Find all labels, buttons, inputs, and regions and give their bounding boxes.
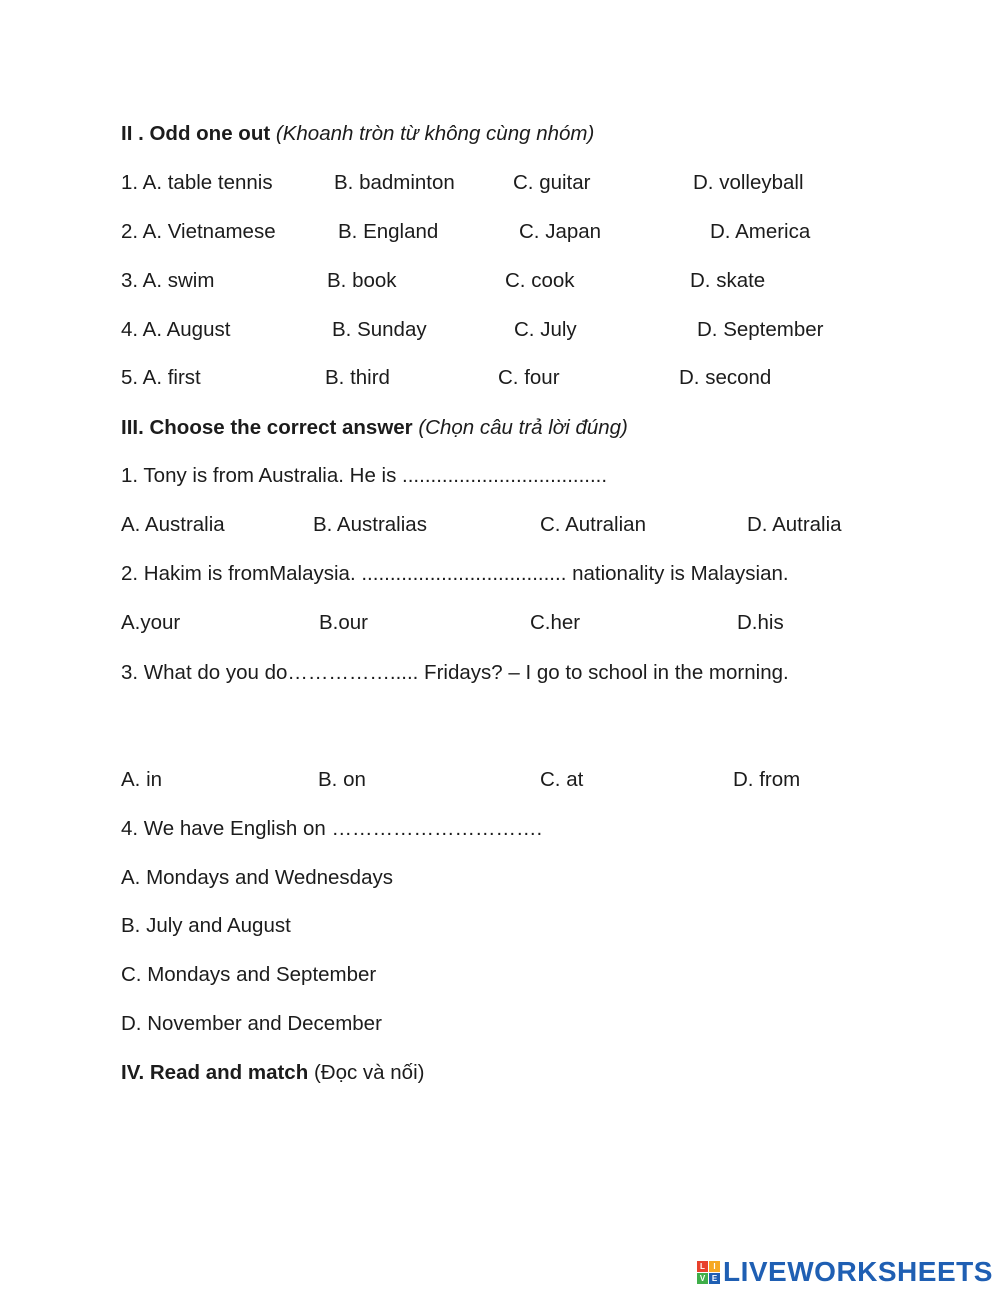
option-d: D. skate (690, 269, 766, 292)
option-b: B. Sunday (332, 318, 427, 341)
section-4-note: (Đọc và nối) (313, 1061, 425, 1084)
option-c: C. Autralian (540, 513, 646, 536)
section-3-heading (121, 416, 628, 440)
liveworksheets-logo (697, 1252, 993, 1292)
question-4-option-d: D. November and December (121, 1012, 382, 1035)
option-d: D. America (710, 220, 811, 243)
option-c: C.her (530, 611, 581, 634)
section-2-heading (121, 122, 594, 146)
question-4-option-a: A. Mondays and Wednesdays (121, 866, 393, 889)
option-a: 2. A. Vietnamese (121, 220, 276, 243)
section-2-title: II . Odd one out (121, 122, 271, 145)
option-a: 1. A. table tennis (121, 171, 273, 194)
option-b: B. on (318, 768, 366, 791)
option-d: D. Autralia (747, 513, 842, 536)
option-c: C. at (540, 768, 584, 791)
option-c: C. July (514, 318, 577, 341)
logo-blocks-icon (697, 1261, 720, 1284)
section-3-note: (Chọn câu trả lời đúng) (418, 416, 628, 439)
logo-block-v: V (697, 1273, 708, 1284)
section-2-note: (Khoanh tròn từ không cùng nhóm) (275, 122, 595, 145)
question-4-option-b: B. July and August (121, 914, 291, 937)
option-c: C. guitar (513, 171, 591, 194)
question-2-text: 2. Hakim is fromMalaysia. .................................... nationality is Malaysian. (121, 562, 789, 585)
option-b: B. third (325, 366, 390, 389)
logo-text: LIVEWORKSHEETS (723, 1256, 993, 1287)
option-d: D. from (733, 768, 801, 791)
option-d: D. September (697, 318, 824, 341)
section-4-title: IV. Read and match (121, 1061, 309, 1084)
option-a: A. Australia (121, 513, 225, 536)
option-b: B. badminton (334, 171, 455, 194)
option-d: D. second (679, 366, 772, 389)
option-b: B. book (327, 269, 397, 292)
option-c: C. Japan (519, 220, 602, 243)
option-a: 3. A. swim (121, 269, 215, 292)
option-a: 5. A. first (121, 366, 201, 389)
logo-block-i: I (709, 1261, 720, 1272)
option-b: B. England (338, 220, 439, 243)
option-d: D.his (737, 611, 784, 634)
option-a: 4. A. August (121, 318, 231, 341)
question-1-text: 1. Tony is from Australia. He is .................................... (121, 464, 608, 487)
option-a: A. in (121, 768, 163, 791)
logo-block-l: L (697, 1261, 708, 1272)
option-d: D. volleyball (693, 171, 804, 194)
question-4-text: 4. We have English on …………………………. (121, 817, 543, 840)
option-c: C. cook (505, 269, 575, 292)
option-a: A.your (121, 611, 181, 634)
question-4-option-c: C. Mondays and September (121, 963, 377, 986)
question-3-text: 3. What do you do……………..... Fridays? – I go to school in the morning. (121, 661, 789, 684)
option-b: B. Australias (313, 513, 427, 536)
option-b: B.our (319, 611, 368, 634)
section-4-heading (121, 1061, 424, 1085)
section-3-title: III. Choose the correct answer (121, 416, 413, 439)
option-c: C. four (498, 366, 560, 389)
logo-block-e: E (709, 1273, 720, 1284)
